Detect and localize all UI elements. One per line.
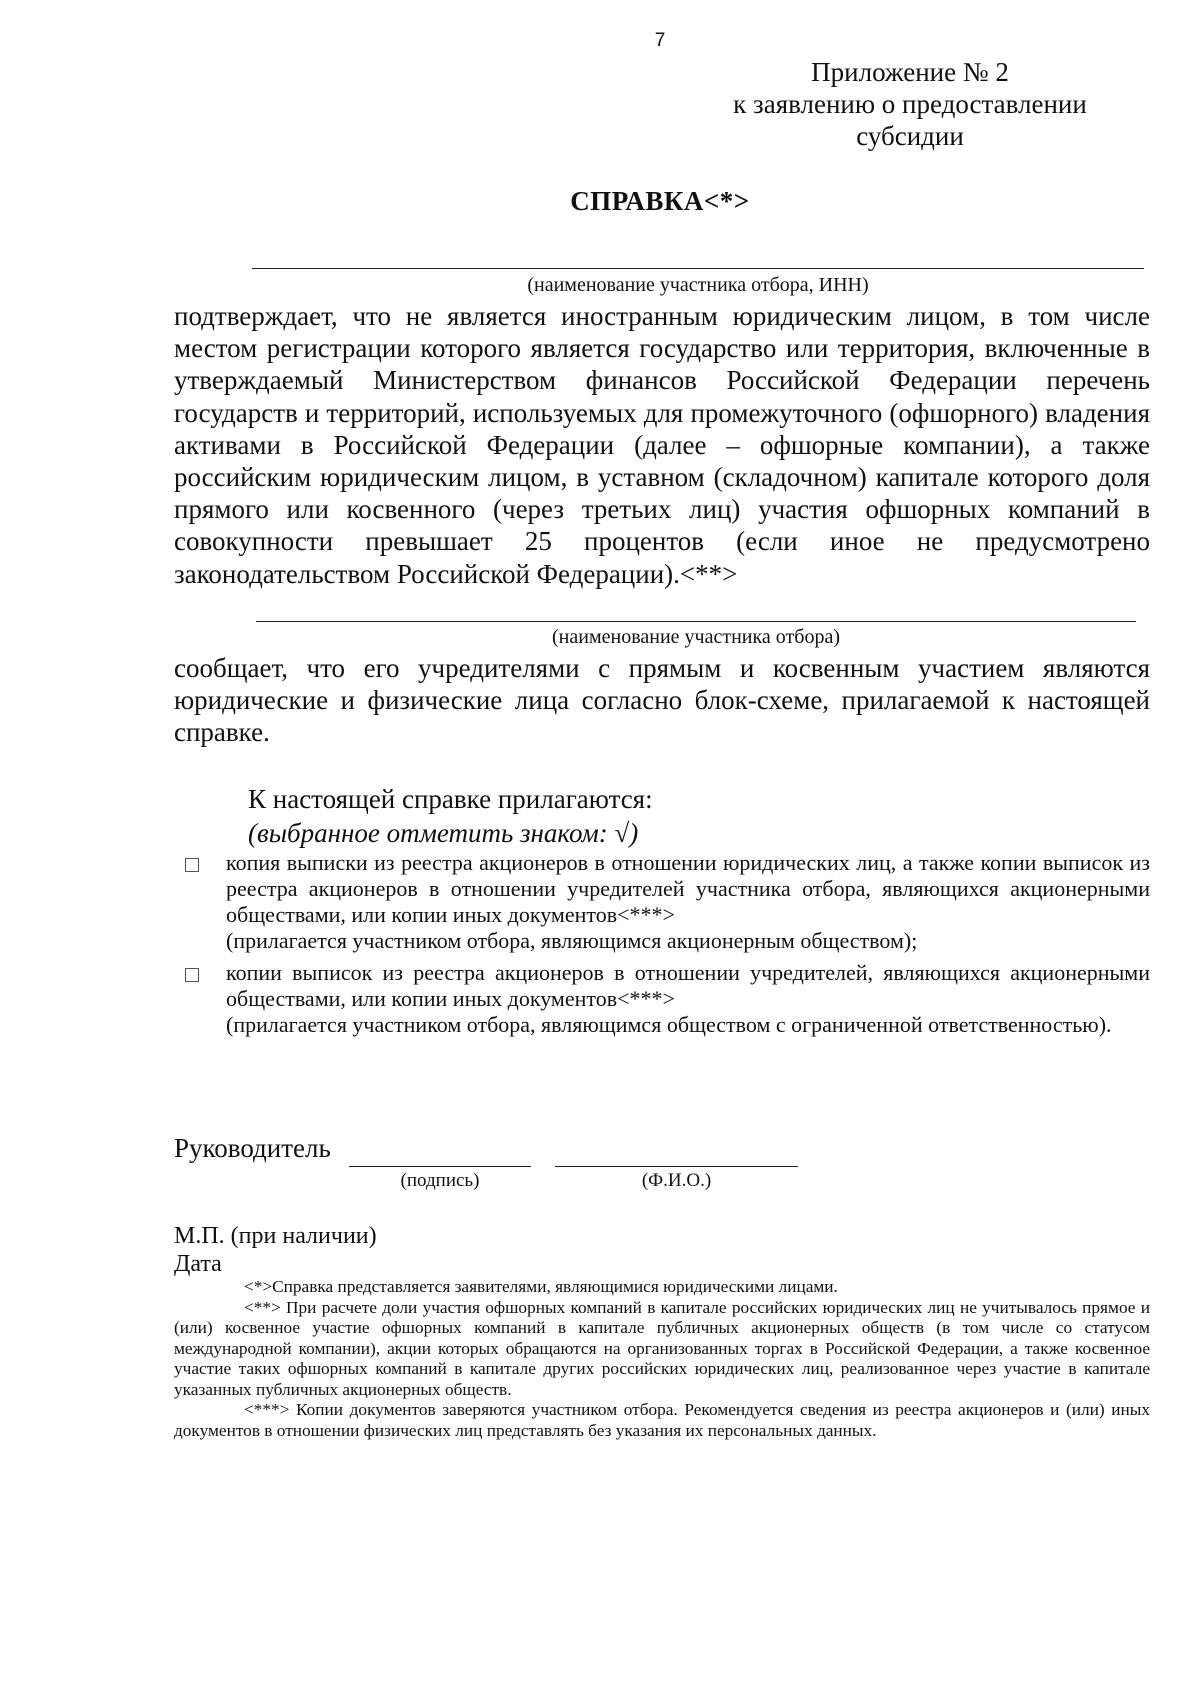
attachments-hint: (выбранное отметить знаком: √) xyxy=(248,818,639,848)
footnote-3: <***> Копии документов заверяются участником отбора. Рекомендуется сведения из реестра акционеров и (или) иных документов в отношении физических лиц представлять без указания их персональных данных. xyxy=(174,1400,1150,1440)
full-name-line xyxy=(555,1166,798,1167)
attachment-note-2: (прилагается участником отбора, являющимся обществом с ограниченной ответственностью). xyxy=(226,1012,1112,1037)
footnote-2: <**> При расчете доли участия офшорных компаний в капитале российских юридических лиц не учитывалось прямое и (или) косвенное участие офшорных компаний в капитале публичных акционерных обществ (в том числе со статусом международной компании), акции которых обращаются на организованных торгах в Российской Федерации, а также косвенное участие таких офшорных компаний в капитале других российских юридических лиц, реализованное через участие в капитале указанных публичных акционерных обществ. xyxy=(174,1297,1150,1399)
participant-name-inn-line xyxy=(252,268,1144,269)
footnotes xyxy=(174,1277,1150,1441)
attachments-heading: К настоящей справке прилагаются: xyxy=(248,784,653,814)
attachment-text-1: копия выписки из реестра акционеров в отношении юридических лиц, а также копии выписок из реестра акционеров в отношении учредителей участника отбора, являющихся акционерными обществами, или копии иных документов<***> xyxy=(226,850,1150,927)
footnote-1: <*>Справка представляется заявителями, являющимися юридическими лицами. xyxy=(244,1277,838,1296)
signature-line xyxy=(349,1166,531,1167)
director-label: Руководитель xyxy=(174,1133,331,1163)
signature-caption: (подпись) xyxy=(400,1170,480,1191)
annex-line-1: Приложение № 2 xyxy=(811,57,1009,87)
date-label: Дата xyxy=(174,1251,222,1277)
page-number: 7 xyxy=(654,30,666,51)
founders-paragraph: сообщает, что его учредителями с прямым и косвенным участием являются юридические и физические лица согласно блок-схеме, прилагаемой к настоящей справке. xyxy=(174,653,1150,748)
annex-line-2: к заявлению о предоставлении xyxy=(733,89,1087,119)
annex-line-3: субсидии xyxy=(856,121,964,151)
participant-name-inn-caption: (наименование участника отбора, ИНН) xyxy=(527,274,869,296)
stamp-and-date xyxy=(174,1222,377,1278)
attachment-text-2: копии выписок из реестра акционеров в отношении учредителей, являющихся акционерными обществами, или копии иных документов<***> xyxy=(226,960,1150,1011)
participant-name-caption: (наименование участника отбора) xyxy=(552,626,840,648)
participant-name-line xyxy=(256,621,1136,622)
attachment-checkbox-2[interactable] xyxy=(185,968,199,982)
attachment-note-1: (прилагается участником отбора, являющимся акционерным обществом); xyxy=(226,928,918,953)
full-name-caption: (Ф.И.О.) xyxy=(641,1170,712,1191)
annex-header xyxy=(700,56,1120,152)
attachment-checkbox-1[interactable] xyxy=(185,858,199,872)
confirmation-paragraph: подтверждает, что не является иностранным юридическим лицом, в том числе местом регистрации которого является государство или территория, включенные в утверждаемый Министерством финансов Российской Федерации перечень государств и территорий, используемых для промежуточного (офшорного) владения активами в Российской Федерации (далее – офшорные компании), а также российским юридическим лицом, в уставном (складочном) капитале которого доля прямого или косвенного (через третьих лиц) участия офшорных компаний в совокупности превышает 25 процентов (если иное не предусмотрено законодательством Российской Федерации).<**> xyxy=(174,301,1150,589)
stamp-label: М.П. (при наличии) xyxy=(174,1223,377,1249)
document-title: СПРАВКА<*> xyxy=(570,186,750,216)
